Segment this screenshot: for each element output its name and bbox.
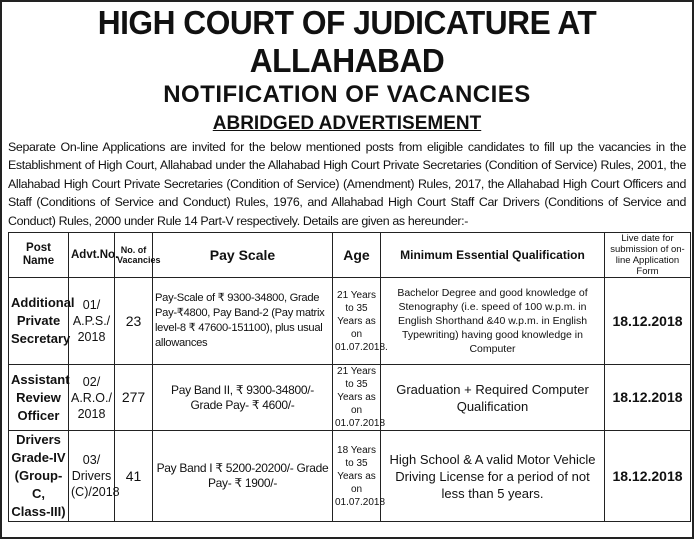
- live-date: 18.12.2018: [605, 365, 691, 431]
- intro-paragraph: Separate On-line Applications are invited for the below mentioned posts from eligible candidates to fill up the vacancies in the Establishment of High Court, Allahabad under the Allahabad High Court Private Secretaries (Condition of Service) Rules, 2001, the Allahabad High Court Private Secretaries (Condition of Service) (Amendment) Rules, 2017, the Allahabad High Court Officers and Staff (Conditions of Service and Conduct) Rules, 1976, and Allahabad High Court Staff Car Drivers (Conditions of Service and Conduct) Rules, 2000 under Rule 14 Part-V respectively. Details are given as hereunder:-: [8, 140, 686, 228]
- notification-heading: NOTIFICATION OF VACANCIES: [163, 81, 531, 108]
- post-name: Additional Private Secretary: [9, 278, 69, 365]
- vacancy-count: 23: [115, 278, 153, 365]
- live-date: 18.12.2018: [605, 278, 691, 365]
- header-age: Age: [333, 233, 381, 278]
- qualification: Graduation + Required Computer Qualification: [381, 365, 605, 431]
- post-name: Assistant Review Officer: [9, 365, 69, 431]
- header-post: Post Name: [9, 233, 69, 278]
- advt-number: 03/ Drivers (C)/2018: [69, 431, 115, 522]
- header-payscale: Pay Scale: [153, 233, 333, 278]
- age-limit: 18 Years to 35 Years as on 01.07.2018: [333, 431, 381, 522]
- age-limit: 21 Years to 35 Years as on 01.07.2018: [333, 365, 381, 431]
- abridged-heading: ABRIDGED ADVERTISEMENT: [212, 113, 482, 134]
- qualification: High School & A valid Motor Vehicle Driving License for a period of not less than 5 years.: [381, 431, 605, 522]
- header-qualification: Minimum Essential Qualification: [381, 233, 605, 278]
- table-row: [9, 431, 691, 522]
- vacancy-count: 277: [115, 365, 153, 431]
- qualification: Bachelor Degree and good knowledge of Stenography (i.e. speed of 100 w.p.m. in English Shorthand &40 w.p.m. in English Typewriting) having good knowledge in Computer: [381, 278, 605, 365]
- advt-number: 01/ A.P.S./ 2018: [69, 278, 115, 365]
- court-title: HIGH COURT OF JUDICATURE AT ALLAHABAD: [97, 4, 597, 79]
- pay-scale: Pay Band II, ₹ 9300-34800/- Grade Pay- ₹ 4600/-: [153, 365, 333, 431]
- advt-number: 02/ A.R.O./ 2018: [69, 365, 115, 431]
- live-date: 18.12.2018: [605, 431, 691, 522]
- table-row: [9, 365, 691, 431]
- header-advt: Advt.No.: [69, 233, 115, 278]
- pay-scale: Pay-Scale of ₹ 9300-34800, Grade Pay-₹4800, Pay Band-2 (Pay matrix level-8 ₹ 47600-151100), plus usual allowances: [153, 278, 333, 365]
- post-name: Drivers Grade-IV (Group-C, Class-III): [9, 431, 69, 522]
- table-header-row: [9, 233, 691, 278]
- header-vacancies: No. of Vacancies: [115, 233, 153, 278]
- pay-scale: Pay Band I ₹ 5200-20200/- Grade Pay- ₹ 1900/-: [153, 431, 333, 522]
- header-live-date: Live date for submission of on-line Application Form: [605, 233, 691, 278]
- vacancy-table: [8, 232, 691, 522]
- vacancy-count: 41: [115, 431, 153, 522]
- table-row: [9, 278, 691, 365]
- age-limit: 21 Years to 35 Years as on 01.07.2018.: [333, 278, 381, 365]
